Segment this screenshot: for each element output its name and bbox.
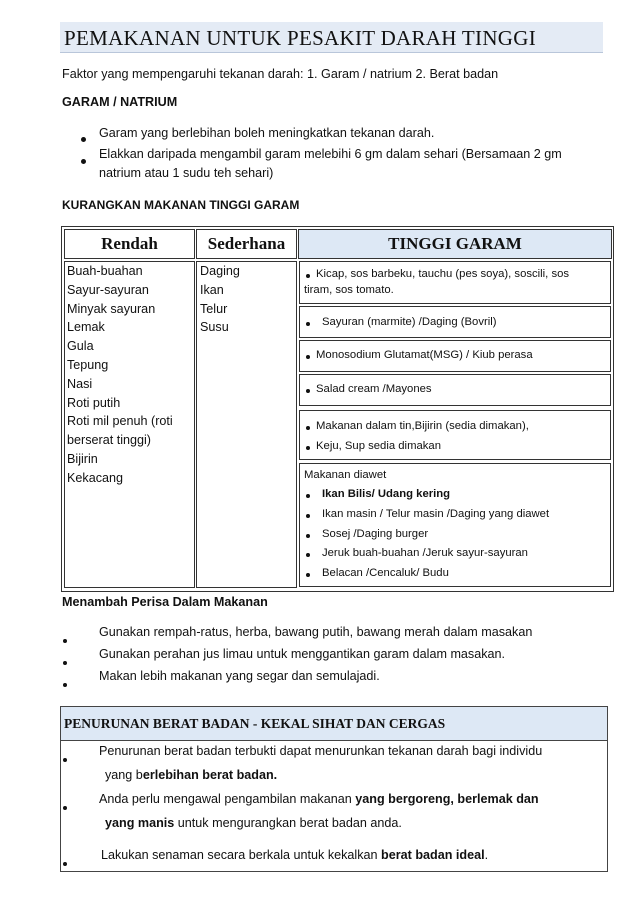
rendah-list [67,262,173,488]
list-item: Tepung [67,357,109,372]
list-item: Roti mil penuh (roti [67,414,173,429]
bullet-icon [306,355,310,359]
bullet-icon [63,632,67,646]
perisa-heading: Menambah Perisa Dalam Makanan [62,595,268,609]
list-item: Gula [67,339,94,354]
tinggi-cell-marmite: Sayuran (marmite) /Daging (Bovril) [299,306,611,338]
garam-point-2-line1: Elakkan daripada mengambil garam melebihi 6 gm dalam sehari (Bersamaan 2 gm [99,147,562,161]
tinggi-cell-sos: Kicap, sos barbeku, tauchu (pes soya), soscili, sos tiram, sos tomato. [299,261,611,304]
list-item: Susu [200,320,229,335]
list-item: Roti putih [67,395,121,410]
tinggi-cell-tin: Makanan dalam tin,Bijirin (sedia dimakan), Keju, Sup sedia dimakan [299,410,611,460]
bullet-icon [306,553,310,557]
bullet-icon [306,534,310,538]
list-item: Kekacang [67,470,124,485]
list-item: berserat tinggi) [67,433,151,448]
bullet-icon [306,573,310,577]
berat-item-2-line1: Anda perlu mengawal pengambilan makanan yang bergoreng, berlemak dan [99,792,539,806]
tinggi-cell-msg: Monosodium Glutamat(MSG) / Kiub perasa [299,340,611,372]
sederhana-list [200,262,240,337]
page-title: PEMAKANAN UNTUK PESAKIT DARAH TINGGI [64,26,537,50]
list-item: Telur [200,301,228,316]
perisa-item: Makan lebih makanan yang segar dan semulajadi. [99,669,380,683]
perisa-item: Gunakan perahan jus limau untuk menggantikan garam dalam masakan. [99,647,506,661]
bullet-icon [81,153,86,167]
bullet-icon [81,131,86,145]
garam-point-2-line2: natrium atau 1 sudu teh sehari) [99,166,274,180]
header-rendah: Rendah [64,229,195,259]
kurangkan-heading: KURANGKAN MAKANAN TINGGI GARAM [62,198,300,212]
list-item: Ikan [200,282,224,297]
tinggi-cell-diawet: Makanan diawet Ikan Bilis/ Udang kering Ikan masin / Telur masin /Daging yang diawet Sosej /Daging burger Jeruk buah-buahan /Jeruk sayur-sayuran Belacan /Cencaluk/ Budu [299,463,611,587]
berat-item-3: Lakukan senaman secara berkala untuk kekalkan berat badan ideal. [101,848,489,862]
garam-point-1: Garam yang berlebihan boleh meningkatkan tekanan darah. [99,126,435,140]
bullet-icon [63,676,67,690]
list-item: Sayur-sayuran [67,282,149,297]
bullet-icon [306,389,310,393]
header-sederhana: Sederhana [196,229,297,259]
berat-item-1-line2: yang berlebihan berat badan. [105,768,278,782]
list-item: Bijirin [67,451,98,466]
bullet-icon [63,855,67,869]
list-item: Minyak sayuran [67,301,156,316]
list-item: Lemak [67,320,105,335]
tinggi-cell-salad: Salad cream /Mayones [299,374,611,406]
perisa-item: Gunakan rempah-ratus, herba, bawang putih, bawang merah dalam masakan [99,625,533,639]
intro-text: Faktor yang mempengaruhi tekanan darah: 1. Garam / natrium 2. Berat badan [62,67,499,81]
bullet-icon [306,494,310,498]
berat-badan-heading: PENURUNAN BERAT BADAN - KEKAL SIHAT DAN CERGAS [64,716,446,731]
bullet-icon [306,322,310,326]
list-item: Buah-buahan [67,264,143,278]
berat-item-1-line1: Penurunan berat badan terbukti dapat menurunkan tekanan darah bagi individu [99,744,543,758]
list-item: Nasi [67,376,93,391]
bullet-icon [63,654,67,668]
header-tinggi-garam: TINGGI GARAM [298,229,612,259]
bullet-icon [63,799,67,813]
bullet-icon [306,514,310,518]
garam-heading: GARAM / NATRIUM [62,95,178,109]
bullet-icon [306,274,310,278]
list-item: Daging [200,264,240,278]
bullet-icon [306,426,310,430]
berat-item-2-line2: yang manis untuk mengurangkan berat badan anda. [105,816,402,830]
bullet-icon [306,446,310,450]
bullet-icon [63,751,67,765]
